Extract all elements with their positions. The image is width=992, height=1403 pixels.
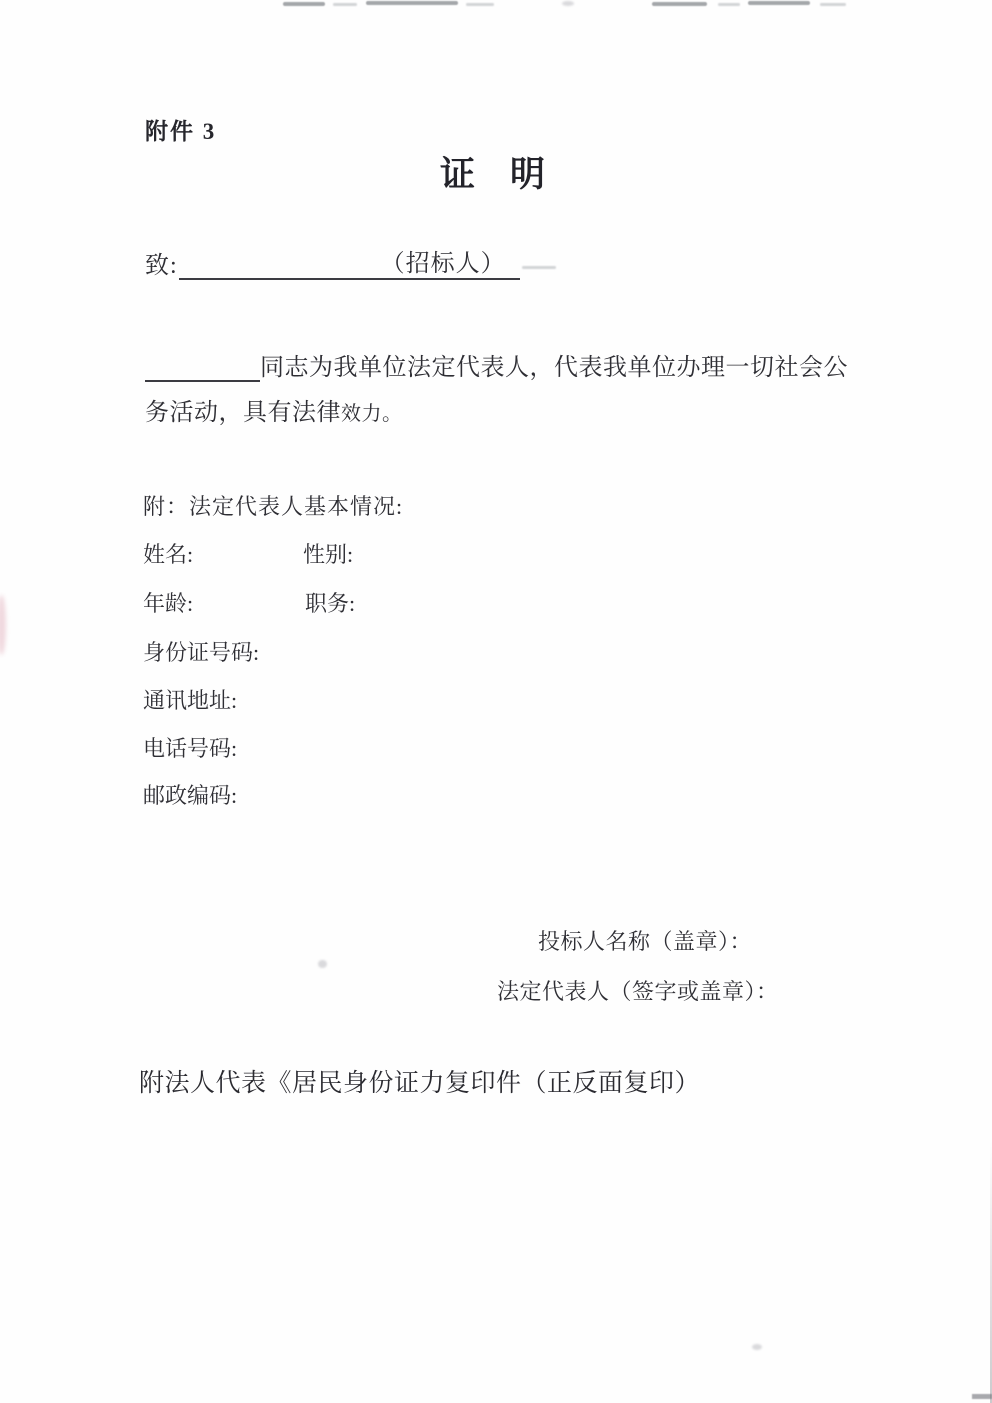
scan-artifact xyxy=(0,595,6,655)
scan-artifact xyxy=(318,960,327,968)
document-title: 证 明 xyxy=(440,155,546,194)
field-label-phone: 电话号码: xyxy=(143,736,238,761)
scan-artifact xyxy=(718,3,740,6)
statement-text-1: 同志为我单位法定代表人，代表我单位办理一切社会公 xyxy=(260,355,848,381)
statement-text-2-small: 效力。 xyxy=(341,403,403,425)
scan-artifact xyxy=(562,1,574,6)
scan-artifact xyxy=(333,3,357,6)
name-blank-underline xyxy=(145,350,260,382)
field-label-position: 职务: xyxy=(305,591,356,616)
statement-text-2: 务活动，具有法律 xyxy=(145,400,341,426)
scan-artifact xyxy=(972,1394,992,1399)
field-label-id-number: 身份证号码: xyxy=(143,640,260,665)
field-label-name: 姓名: xyxy=(143,542,194,567)
addressee-line xyxy=(145,243,520,280)
field-label-postcode: 邮政编码: xyxy=(143,783,238,808)
field-label-age: 年龄: xyxy=(143,591,194,616)
addressee-label: 致: xyxy=(145,253,178,279)
scan-artifact xyxy=(366,1,458,5)
scan-artifact xyxy=(652,2,707,6)
legal-rep-info-heading: 附：法定代表人基本情况: xyxy=(143,494,404,519)
scan-artifact xyxy=(522,266,556,269)
scan-artifact xyxy=(466,3,494,6)
scan-artifact xyxy=(283,2,325,6)
signature-legal-rep-label: 法定代表人（签字或盖章）： xyxy=(497,979,779,1004)
scan-artifact xyxy=(820,3,846,6)
signature-bidder-seal-label: 投标人名称（盖章）： xyxy=(538,929,753,954)
addressee-suffix: （招标人） xyxy=(380,251,506,277)
field-label-address: 通讯地址: xyxy=(143,688,238,713)
scan-artifact xyxy=(752,1344,762,1350)
statement-line-1 xyxy=(145,347,848,382)
scan-artifact xyxy=(748,1,810,5)
footer-attachment-note: 附法人代表《居民身份证力复印件（正反面复印） xyxy=(139,1070,701,1097)
attachment-number-label: 附件 3 xyxy=(145,119,217,144)
addressee-blank-underline xyxy=(179,243,520,280)
statement-line-2 xyxy=(145,392,403,427)
field-label-gender: 性别: xyxy=(303,542,354,567)
